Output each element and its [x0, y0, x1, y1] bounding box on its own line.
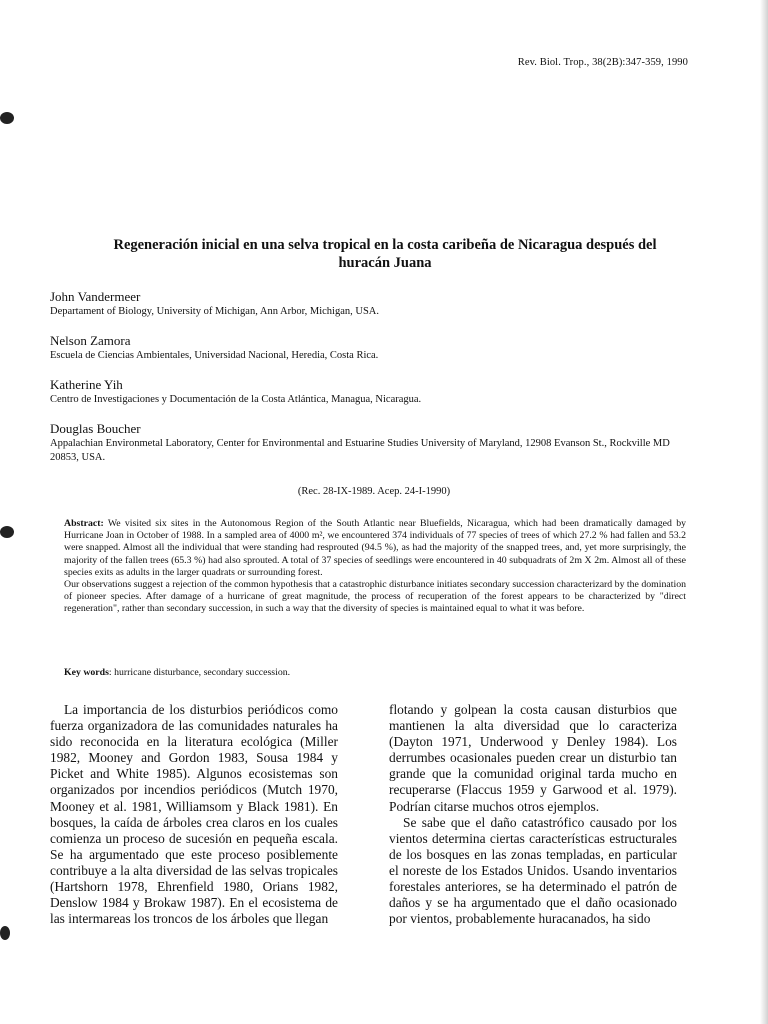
author-block: [50, 421, 698, 465]
body-paragraph: Se sabe que el daño catastrófico causado por los vientos determina ciertas características estructurales de los bosques en las zonas templadas, en particular el noreste de los Estados Unidos. Usando inventarios forestales anteriores, se ha determinado el patrón de daños y se ha argumentado que el daño ocasionado por vientos, probablemente huracanados, ha sido: [389, 814, 677, 927]
author-list: [50, 289, 698, 479]
abstract-label: Abstract:: [64, 518, 104, 529]
author-name: Douglas Boucher: [50, 421, 141, 436]
abstract-paragraph: [64, 518, 686, 579]
body-column-right: [389, 702, 677, 927]
author-block: [50, 289, 698, 319]
scan-hole-mark: [0, 112, 14, 124]
body-paragraph: flotando y golpean la costa causan disturbios que mantienen la alta diversidad que lo caracteriza (Dayton 1971, Underwood y Denley 1984). Los derrumbes ocasionales pueden crear un disturbio tan grande que la comunidad original tarda mucho en recuperarse (Flaccus 1959 y Garwood et al. 1979). Podrían citarse muchos otros ejemplos.: [389, 702, 677, 814]
author-name: Nelson Zamora: [50, 333, 131, 348]
author-affiliation: Departament of Biology, University of Michigan, Ann Arbor, Michigan, USA.: [50, 306, 380, 317]
keywords-label: Key words: [64, 667, 109, 678]
scan-hole-mark: [0, 526, 14, 538]
abstract: [64, 518, 686, 616]
abstract-text: We visited six sites in the Autonomous Region of the South Atlantic near Bluefields, Nicaragua, which had been dramatically damaged by Hurricane Joan in October of 1988. In a sampled area of 4000 m², we encountered 374 individuals of 77 species of trees of which 27.2 % had fallen and 53.2 were snapped. Almost all the individual that were standing had resprouted (94.5 %), as had the majority of the snapped trees, and, yet more surprisingly, the majority of the fallen trees (65.3 %) had also sprouted. A total of 37 species of seedlings were encountered in 40 subquadrats of 2m X 2m. Almost all of these species exits as adults in the larger quadrats or surrounding forest.: [64, 518, 686, 578]
author-name: John Vandermeer: [50, 289, 141, 304]
keywords-text: : hurricane disturbance, secondary succession.: [108, 667, 291, 678]
author-affiliation: Appalachian Environmetal Laboratory, Center for Environmental and Estuarine Studies University of Maryland, 12908 Evanson St., Rockville MD 20853, USA.: [50, 438, 670, 463]
scan-edge-shadow: [760, 0, 768, 1024]
author-name: Katherine Yih: [50, 377, 123, 392]
journal-citation: Rev. Biol. Trop., 38(2B):347-359, 1990: [517, 57, 688, 68]
author-affiliation: Centro de Investigaciones y Documentación de la Costa Atlántica, Managua, Nicaragua.: [50, 394, 422, 405]
abstract-paragraph: Our observations suggest a rejection of the common hypothesis that a catastrophic disturbance initiates secondary succession characterizard by the domination of pioneer species. After damage of a hurricane of great magnitude, the process of recuperation of the forest appears to be characterized by "direct regeneration", rather than secondary succession, in such a way that the diversity of species is maintained equal to what it was before.: [64, 579, 686, 615]
keywords: [64, 667, 686, 678]
author-block: [50, 333, 698, 363]
body-paragraph: La importancia de los disturbios periódicos como fuerza organizadora de las comunidades naturales ha sido reconocida en la literatura ecológica (Miller 1982, Mooney and Gordon 1983, Sousa 1984 y Picket and White 1985). Algunos ecosistemas son organizados por incendios periódicos (Mutch 1970, Mooney et al. 1981, Williamsom y Black 1981). En bosques, la caída de árboles crea claros en los cuales comienza un proceso de sucesión en pequeña escala. Se ha argumentado que este proceso posiblemente contribuye a la alta diversidad de las selvas tropicales (Hartshorn 1978, Ehrenfield 1980, Orians 1982, Denslow 1984 y Brokaw 1987). En el ecosistema de las intermareas los troncos de los árboles que llegan: [50, 702, 338, 927]
received-accepted-dates: (Rec. 28-IX-1989. Acep. 24-I-1990): [297, 486, 451, 497]
author-affiliation: Escuela de Ciencias Ambientales, Universidad Nacional, Heredia, Costa Rica.: [50, 350, 379, 361]
body-column-left: [50, 702, 338, 927]
author-block: [50, 377, 698, 407]
article-title: Regeneración inicial en una selva tropical en la costa caribeña de Nicaragua después del huracán Juana: [113, 237, 657, 271]
scan-hole-mark: [0, 926, 10, 940]
